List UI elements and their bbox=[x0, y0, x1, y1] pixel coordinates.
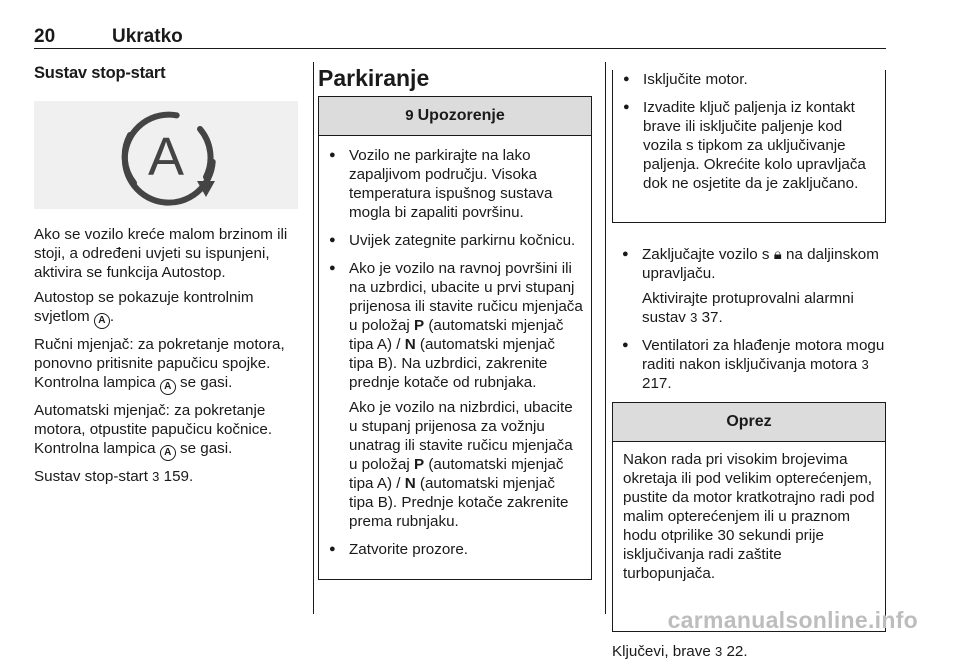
list-item: ● Vozilo ne parkirajte na lako zapaljivom području. Visoka temperatura ispušnog sustava mogla bi zapaliti površinu. bbox=[319, 146, 583, 222]
list-subparagraph: Aktivirajte protuprovalni alarmni sustav 3 37. bbox=[642, 290, 854, 326]
warning-header bbox=[319, 97, 591, 136]
warning-list bbox=[613, 70, 885, 193]
paragraph: Ako se vozilo kreće malom brzinom ili stoji, a određeni uvjeti su ispunjeni, aktivira se funkcija Autostop. bbox=[34, 226, 288, 281]
column-divider bbox=[605, 62, 606, 614]
paragraph: Automatski mjenjač: za pokretanje motora, otpustite papučicu kočnice. Kontrolna lampica A se gasi. bbox=[34, 401, 300, 461]
page-ref-arrow-icon: 3 bbox=[690, 310, 698, 325]
list-item: ● Ako je vozilo na ravnoj površini ili na uzbrdici, ubacite u prvi stupanj prijenosa ili stavite ručicu mjenjača u položaj P (automatski mjenjač tipa A) / N (automatski mjenjač tipa B). Na uzbrdici, zakrenite prednje kotače od rubnjaka. Ako je vozilo na nizbrdici, ubacite u stupanj prijenosa za vožnju unatrag ili stavite ručicu mjenjača u položaj P (automatski mjenjač tipa A) / N (automatski mjenjač tipa B). Prednje kotače zakrenite prema rubnjaku. bbox=[319, 259, 583, 531]
watermark: carmanualsonline.info bbox=[667, 607, 918, 633]
chapter-title: Ukratko bbox=[112, 26, 183, 47]
page-ref-link[interactable]: 159. bbox=[163, 468, 194, 485]
warning-triangle-icon: 9 bbox=[405, 107, 414, 124]
paragraph: Ključevi, brave 3 22. bbox=[612, 643, 748, 660]
section-title: Parkiranje bbox=[318, 65, 430, 91]
autostop-lamp-icon: A bbox=[160, 445, 176, 461]
page-number: 20 bbox=[34, 26, 56, 47]
lock-icon: 🔒︎ bbox=[773, 246, 782, 263]
warning-box-continued bbox=[612, 70, 886, 223]
list-item: ● Zatvorite prozore. bbox=[319, 540, 583, 559]
autostop-icon bbox=[34, 101, 298, 209]
paragraph: Autostop se pokazuje kontrolnim svjetlom A . bbox=[34, 288, 300, 329]
warning-list bbox=[319, 146, 591, 559]
column-parking bbox=[318, 62, 592, 580]
list-item: ● Isključite motor. bbox=[613, 70, 879, 89]
column-divider bbox=[313, 62, 314, 614]
list-item: ● Izvadite ključ paljenja iz kontakt brave ili isključite paljenje kod vozila s tipkom za uključivanje paljenja. Okrećite kolo upravljača dok ne osjetite da je zaključano. bbox=[613, 98, 879, 193]
caution-header: Oprez bbox=[613, 403, 885, 442]
warning-box bbox=[318, 96, 592, 580]
page-ref-arrow-icon: 3 bbox=[861, 357, 869, 372]
page-ref-arrow-icon: 3 bbox=[152, 469, 160, 484]
autostop-lamp-icon: A bbox=[160, 379, 176, 395]
caution-box bbox=[612, 402, 886, 632]
paragraph: Ručni mjenjač: za pokretanje motora, ponovno pritisnite papučicu spojke. Kontrolna lampica A se gasi. bbox=[34, 335, 300, 395]
warning-label: Upozorenje bbox=[417, 107, 505, 124]
page-ref-arrow-icon: 3 bbox=[714, 644, 723, 659]
autostop-icon-figure bbox=[34, 101, 298, 209]
list-subparagraph: Ako je vozilo na nizbrdici, ubacite u stupanj prijenosa za vožnju unatrag ili stavite ručicu mjenjača u položaj P (automatski mjenjač tipa A) / N (automatski mjenjač tipa B). Prednje kotače zakrenite prema rubnjaku. bbox=[349, 399, 573, 530]
page-header bbox=[34, 22, 886, 49]
autostop-lamp-icon: A bbox=[94, 313, 110, 329]
page-ref-link[interactable]: 217. bbox=[642, 375, 672, 392]
paragraph: Sustav stop-start 3 159. bbox=[34, 468, 194, 485]
section-title: Sustav stop-start bbox=[34, 64, 166, 82]
page-ref-link[interactable]: 22. bbox=[726, 643, 748, 660]
page-ref-link[interactable]: 37. bbox=[701, 309, 723, 326]
column-stop-start bbox=[34, 62, 300, 492]
list-item: ● Zaključajte vozilo s 🔒︎ na daljinskom upravljaču. Aktivirajte protuprovalni alarmni sustav 3 37. bbox=[612, 245, 886, 327]
parking-steps-list bbox=[612, 245, 886, 393]
autostop-letter: A bbox=[147, 127, 185, 187]
column-parking-continued bbox=[612, 62, 886, 661]
list-item: ● Ventilatori za hlađenje motora mogu raditi nakon isključivanja motora 3 217. bbox=[612, 336, 886, 393]
caution-text: Nakon rada pri visokim brojevima okretaja ili pod velikim opterećenjem, pustite da motor kratkotrajno radi pod malim opterećenjem ili u praznom hodu otprilike 30 sekundi prije isključivanja radi zaštite turbopunjača. bbox=[623, 451, 875, 582]
list-item: ● Uvijek zategnite parkirnu kočnicu. bbox=[319, 231, 583, 250]
